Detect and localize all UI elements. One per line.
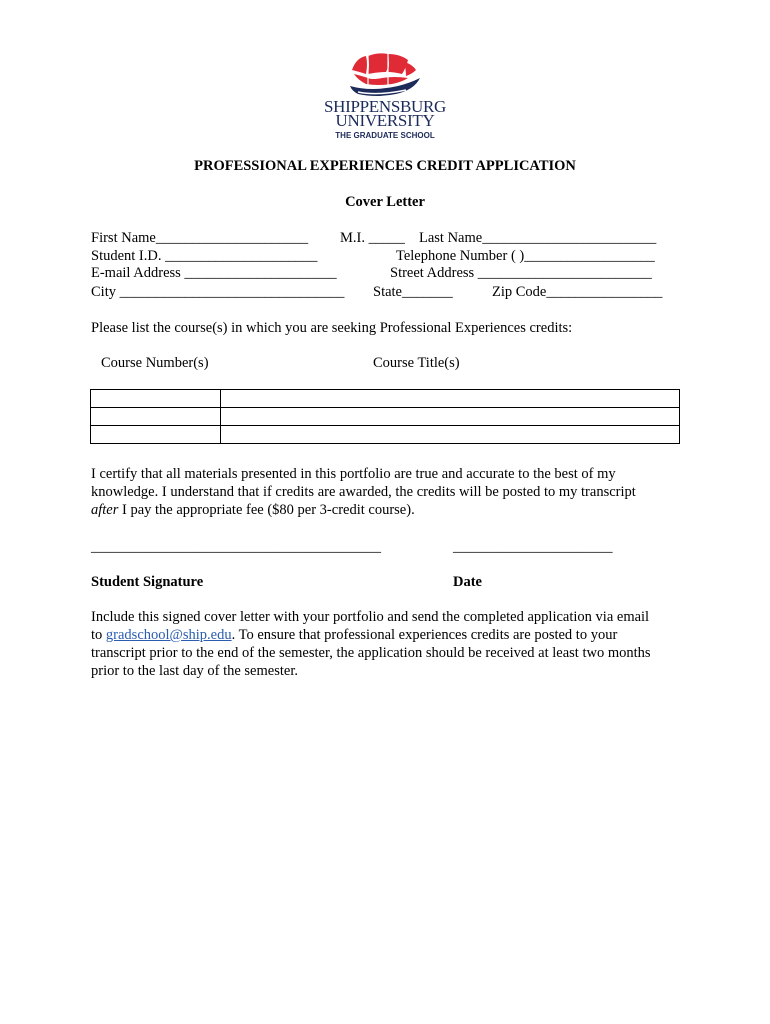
course-prompt: Please list the course(s) in which you are seeking Professional Experiences credits: — [91, 320, 573, 336]
logo-text-shippensburg: SHIPPENSBURG — [323, 97, 447, 116]
closing-line-3: transcript prior to the end of the semester, the application should be received at least two months — [91, 645, 651, 661]
closing-line-4: prior to the last day of the semester. — [91, 663, 298, 679]
certify-line-2: knowledge. I understand that if credits are awarded, the credits will be posted to my transcript — [91, 484, 636, 500]
course-number-cell[interactable] — [91, 390, 221, 408]
table-row — [91, 390, 680, 408]
certify-line-1: I certify that all materials presented in this portfolio are true and accurate to the best of my — [91, 466, 616, 482]
page-subtitle: Cover Letter — [345, 194, 425, 210]
course-number-cell[interactable] — [91, 426, 221, 444]
university-logo — [322, 48, 448, 142]
certify-line-3 — [91, 501, 691, 519]
email-link[interactable]: gradschool@ship.edu — [105, 627, 232, 643]
zip-code-field[interactable]: Zip Code________________ — [492, 284, 663, 300]
course-number-cell[interactable] — [91, 408, 221, 426]
page-title: PROFESSIONAL EXPERIENCES CREDIT APPLICATION — [194, 158, 576, 174]
date-line[interactable]: ______________________ — [453, 539, 613, 555]
closing-line-2-post: . To ensure that professional experiences credits are posted to your — [231, 627, 618, 643]
logo-text-university: UNIVERSITY — [335, 111, 435, 130]
middle-initial-field[interactable]: M.I. _____ — [340, 230, 405, 246]
table-row — [91, 408, 680, 426]
telephone-field[interactable]: Telephone Number ( )__________________ — [396, 248, 655, 264]
date-label: Date — [453, 574, 482, 590]
sailing-ship-logo-icon — [322, 48, 448, 100]
state-field[interactable]: State_______ — [373, 284, 453, 300]
course-title-header: Course Title(s) — [373, 355, 460, 371]
course-number-header: Course Number(s) — [101, 355, 209, 371]
closing-line-2 — [91, 626, 691, 644]
last-name-field[interactable]: Last Name________________________ — [419, 230, 657, 246]
course-table — [90, 389, 680, 444]
course-title-cell[interactable] — [221, 408, 680, 426]
closing-line-2-pre: to — [91, 627, 106, 643]
table-row — [91, 426, 680, 444]
street-address-field[interactable]: Street Address ________________________ — [390, 265, 652, 281]
student-id-field[interactable]: Student I.D. _____________________ — [91, 248, 318, 264]
course-title-cell[interactable] — [221, 390, 680, 408]
closing-line-1: Include this signed cover letter with your portfolio and send the completed application via email — [91, 609, 650, 625]
course-title-cell[interactable] — [221, 426, 680, 444]
student-signature-label: Student Signature — [91, 574, 204, 590]
email-address-field[interactable]: E-mail Address _____________________ — [91, 265, 337, 281]
certify-after-word: after — [91, 502, 119, 518]
logo-text-graduate-school: THE GRADUATE SCHOOL — [335, 131, 435, 140]
certification-paragraph — [91, 465, 691, 519]
first-name-field[interactable]: First Name_____________________ — [91, 230, 309, 246]
certify-line-3-rest: I pay the appropriate fee ($80 per 3-credit course). — [118, 502, 415, 518]
closing-paragraph — [91, 608, 691, 680]
city-field[interactable]: City _______________________________ — [91, 284, 345, 300]
signature-line[interactable]: ________________________________________ — [91, 539, 381, 555]
